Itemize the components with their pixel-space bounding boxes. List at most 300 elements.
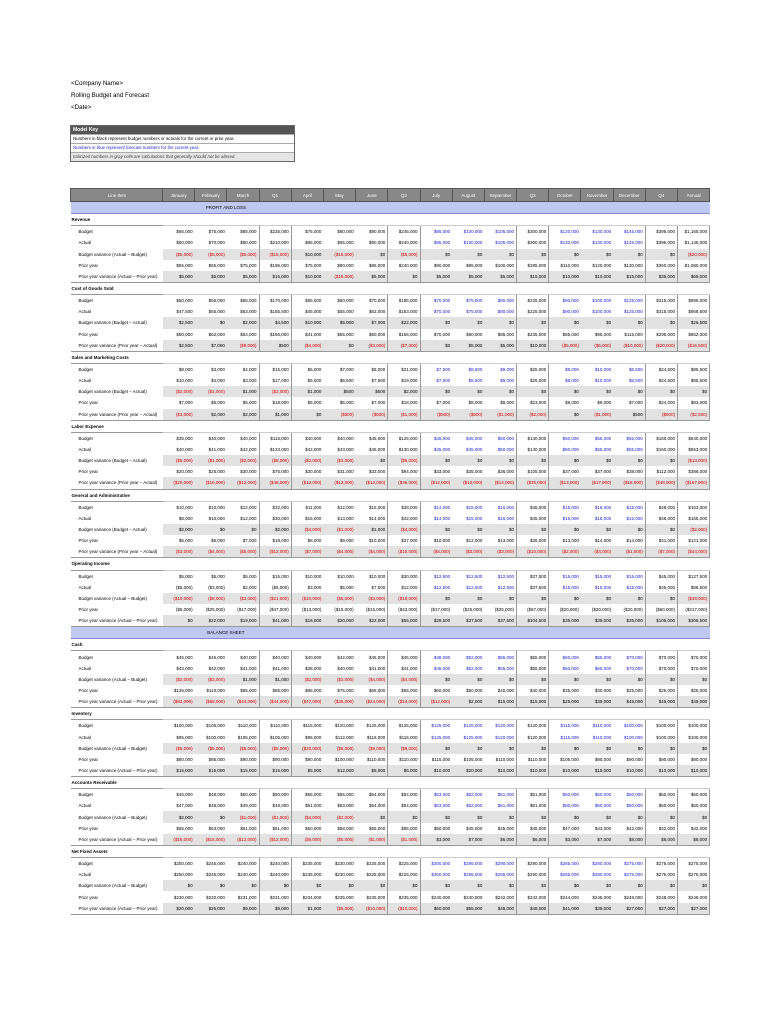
table-cell[interactable]: $20,000 — [323, 615, 355, 627]
table-cell[interactable]: $48,000 — [645, 513, 677, 524]
table-cell[interactable]: $25,000 — [626, 687, 643, 693]
table-cell[interactable]: $0 — [581, 880, 613, 891]
table-cell[interactable]: $250,000 — [173, 872, 193, 878]
table-cell[interactable]: $6,500 — [339, 378, 354, 384]
table-cell[interactable]: $195,000 — [259, 260, 291, 271]
table-cell[interactable]: $37,000 — [562, 469, 579, 475]
table-cell[interactable]: $80,000 — [497, 309, 515, 315]
table-cell[interactable]: ($15,000) — [366, 606, 386, 612]
table-cell[interactable]: $10,000 — [581, 271, 613, 283]
table-cell[interactable]: $110,000 — [366, 756, 386, 762]
table-cell[interactable]: $0 — [420, 340, 452, 352]
table-cell[interactable]: ($500) — [323, 409, 355, 421]
table-cell[interactable]: $45,000 — [433, 447, 451, 453]
table-cell[interactable]: $52,000 — [466, 792, 483, 798]
table-cell[interactable]: $240,000 — [259, 858, 291, 870]
table-cell[interactable]: $95,000 — [176, 734, 193, 740]
table-cell[interactable]: $105,000 — [517, 466, 549, 477]
table-cell[interactable]: $0 — [484, 674, 516, 685]
table-cell[interactable]: $100,000 — [624, 734, 643, 740]
table-cell[interactable]: $14,000 — [433, 504, 451, 510]
table-cell[interactable]: ($1,000) — [195, 386, 227, 397]
table-cell[interactable]: $38,000 — [626, 469, 643, 475]
table-cell[interactable]: $48,000 — [484, 903, 516, 915]
table-cell[interactable]: $75,000 — [305, 229, 322, 235]
table-cell[interactable]: ($3,000) — [323, 455, 355, 466]
table-cell[interactable]: $60,000 — [337, 298, 354, 304]
table-cell[interactable]: $0 — [581, 455, 613, 466]
table-cell[interactable]: $70,000 — [433, 298, 451, 304]
table-cell[interactable]: $65,000 — [594, 654, 612, 660]
table-cell[interactable]: ($5,000) — [323, 903, 355, 915]
table-cell[interactable]: $11,000 — [305, 504, 322, 510]
table-cell[interactable]: ($2,000) — [323, 811, 355, 822]
table-cell[interactable]: $235,000 — [302, 872, 322, 878]
table-cell[interactable]: $54,000 — [369, 803, 386, 809]
table-cell[interactable]: $55,000 — [452, 903, 484, 915]
table-cell[interactable]: $110,000 — [560, 262, 579, 268]
table-cell[interactable]: $245,000 — [388, 226, 420, 238]
table-cell[interactable]: $290,000 — [517, 869, 549, 880]
table-cell[interactable]: $235,000 — [366, 894, 386, 900]
table-cell[interactable]: $5,000 — [163, 271, 195, 283]
table-cell[interactable]: $85,000 — [240, 687, 257, 693]
table-cell[interactable]: $0 — [420, 593, 452, 604]
table-cell[interactable]: $290,000 — [517, 858, 549, 870]
table-cell[interactable]: $12,500 — [497, 584, 515, 590]
table-cell[interactable]: ($4,000) — [356, 674, 388, 685]
table-cell[interactable]: $45,000 — [517, 501, 549, 513]
table-cell[interactable]: $45,000 — [208, 654, 225, 660]
table-cell[interactable]: $0 — [645, 249, 677, 260]
table-cell[interactable]: $230,000 — [334, 872, 354, 878]
table-cell[interactable]: $0 — [163, 615, 195, 627]
table-cell[interactable]: $58,000 — [337, 825, 354, 831]
table-cell[interactable]: $280,000 — [592, 872, 612, 878]
table-cell[interactable]: $50,000 — [645, 789, 677, 801]
table-cell[interactable]: $0 — [517, 386, 549, 397]
table-cell[interactable]: $45,000 — [466, 825, 483, 831]
table-cell[interactable]: $0 — [549, 409, 581, 421]
table-cell[interactable]: $70,000 — [369, 298, 386, 304]
table-cell[interactable]: $100,000 — [624, 723, 643, 729]
table-cell[interactable]: $0 — [613, 386, 645, 397]
table-cell[interactable]: $125,000 — [624, 298, 643, 304]
table-cell[interactable]: $116,000 — [388, 731, 420, 742]
table-cell[interactable]: $0 — [452, 524, 484, 535]
table-cell[interactable]: $0 — [613, 811, 645, 822]
table-cell[interactable]: $85,500 — [678, 375, 710, 386]
table-cell[interactable]: ($2,000) — [291, 455, 323, 466]
table-cell[interactable]: $0 — [678, 386, 710, 397]
table-cell[interactable]: $6,500 — [629, 367, 643, 373]
table-cell[interactable]: $230,000 — [173, 894, 193, 900]
table-cell[interactable]: $0 — [613, 249, 645, 260]
table-cell[interactable]: $43,000 — [594, 825, 612, 831]
table-cell[interactable]: $75,000 — [305, 262, 322, 268]
table-cell[interactable]: $0 — [581, 674, 613, 685]
table-cell[interactable]: $100,000 — [495, 262, 515, 268]
table-cell[interactable]: $105,000 — [237, 734, 257, 740]
table-cell[interactable]: $25,000 — [645, 685, 677, 696]
table-cell[interactable]: $24,500 — [645, 375, 677, 386]
table-cell[interactable]: $0 — [484, 811, 516, 822]
table-cell[interactable]: $60,000 — [562, 665, 579, 671]
table-cell[interactable]: $0 — [645, 386, 677, 397]
table-cell[interactable]: $0 — [484, 743, 516, 754]
table-cell[interactable]: $48,000 — [208, 803, 225, 809]
table-cell[interactable]: $5,000 — [211, 573, 225, 579]
table-cell[interactable]: $20,000 — [452, 765, 484, 777]
table-cell[interactable]: ($16,500) — [678, 340, 710, 352]
table-cell[interactable]: $51,000 — [497, 803, 515, 809]
table-cell[interactable]: $0 — [420, 524, 452, 535]
table-cell[interactable]: $0 — [613, 674, 645, 685]
table-cell[interactable]: ($20,000) — [559, 606, 579, 612]
table-cell[interactable]: $0 — [549, 880, 581, 891]
table-cell[interactable]: ($5,000) — [195, 249, 227, 260]
table-cell[interactable]: $15,000 — [517, 696, 549, 708]
table-cell[interactable]: $95,000 — [594, 331, 612, 337]
table-cell[interactable]: $55,000 — [337, 309, 354, 315]
table-cell[interactable]: $42,000 — [305, 447, 322, 453]
table-cell[interactable]: $80,000 — [466, 331, 483, 337]
table-cell[interactable]: $10,000 — [208, 504, 225, 510]
table-cell[interactable]: $80,000 — [497, 298, 515, 304]
table-cell[interactable]: $386,000 — [678, 466, 710, 477]
table-cell[interactable]: $55,000 — [497, 654, 515, 660]
table-cell[interactable]: ($4,000) — [388, 524, 420, 535]
table-cell[interactable]: $45,000 — [369, 447, 386, 453]
table-cell[interactable]: $0 — [484, 593, 516, 604]
table-cell[interactable]: $95,000 — [466, 262, 483, 268]
table-cell[interactable]: ($8,000) — [323, 743, 355, 754]
table-cell[interactable]: $145,000 — [624, 229, 643, 235]
table-cell[interactable]: ($4,000) — [291, 340, 323, 352]
table-cell[interactable]: $4,500 — [259, 317, 291, 328]
table-cell[interactable]: $0 — [356, 811, 388, 822]
table-cell[interactable]: $0 — [484, 455, 516, 466]
table-cell[interactable]: $51,000 — [497, 792, 515, 798]
table-cell[interactable]: $30,000 — [305, 469, 322, 475]
table-cell[interactable]: $242,000 — [495, 894, 515, 900]
table-cell[interactable]: $55,000 — [305, 792, 322, 798]
table-cell[interactable]: $100,000 — [463, 240, 483, 246]
table-cell[interactable]: $51,000 — [305, 803, 322, 809]
table-cell[interactable]: $125,000 — [463, 723, 483, 729]
table-cell[interactable]: $100,000 — [645, 720, 677, 732]
table-cell[interactable]: $0 — [356, 455, 388, 466]
table-cell[interactable]: $160,000 — [645, 432, 677, 444]
table-cell[interactable]: ($2,000) — [291, 674, 323, 685]
table-cell[interactable]: $95,000 — [305, 734, 322, 740]
table-cell[interactable]: $242,000 — [517, 891, 549, 902]
table-cell[interactable]: $80,000 — [176, 756, 193, 762]
table-cell[interactable]: $55,000 — [594, 435, 612, 441]
table-cell[interactable]: $160,000 — [645, 444, 677, 455]
table-cell[interactable]: $25,000 — [678, 685, 710, 696]
table-cell[interactable]: $2,000 — [452, 696, 484, 708]
table-cell[interactable]: ($9,000) — [356, 743, 388, 754]
table-cell[interactable]: ($1,000) — [227, 811, 259, 822]
table-cell[interactable]: ($9,000) — [227, 340, 259, 352]
table-cell[interactable]: $8,000 — [307, 538, 322, 544]
table-cell[interactable]: ($24,000) — [388, 696, 420, 708]
table-cell[interactable]: $15,000 — [581, 765, 613, 777]
table-cell[interactable]: $35,000 — [176, 435, 193, 441]
table-cell[interactable]: ($4,000) — [581, 546, 613, 558]
table-cell[interactable]: $80,000 — [337, 229, 354, 235]
table-cell[interactable]: $55,000 — [626, 447, 643, 453]
table-cell[interactable]: $5,000 — [452, 340, 484, 352]
table-cell[interactable]: ($2,000) — [517, 409, 549, 421]
table-cell[interactable]: $65,000 — [388, 685, 420, 696]
table-cell[interactable]: $41,000 — [208, 447, 225, 453]
table-cell[interactable]: ($8,000) — [195, 593, 227, 604]
table-cell[interactable]: $47,000 — [562, 825, 579, 831]
table-cell[interactable]: $15,000 — [227, 765, 259, 777]
table-cell[interactable]: $130,000 — [592, 240, 612, 246]
table-cell[interactable]: $100,000 — [206, 734, 225, 740]
table-cell[interactable]: ($5,000) — [549, 340, 581, 352]
table-cell[interactable]: $15,000 — [594, 573, 612, 579]
table-cell[interactable]: $50,000 — [562, 792, 579, 798]
table-cell[interactable]: ($4,000) — [291, 524, 323, 535]
table-cell[interactable]: ($15,000) — [323, 271, 355, 283]
table-cell[interactable]: $41,000 — [240, 665, 257, 671]
table-cell[interactable]: $1,000 — [259, 674, 291, 685]
table-cell[interactable]: $7,000 — [581, 834, 613, 846]
table-cell[interactable]: ($25,000) — [463, 606, 483, 612]
table-cell[interactable]: $32,000 — [259, 501, 291, 513]
table-cell[interactable]: $105,000 — [206, 723, 225, 729]
table-cell[interactable]: ($5,000) — [195, 743, 227, 754]
table-cell[interactable]: $156,000 — [388, 329, 420, 340]
table-cell[interactable]: $5,000 — [339, 584, 354, 590]
table-cell[interactable]: $7,000 — [339, 367, 354, 373]
table-cell[interactable]: $45,000 — [305, 309, 322, 315]
table-cell[interactable]: $55,000 — [208, 309, 225, 315]
table-cell[interactable]: $10,000 — [517, 765, 549, 777]
table-cell[interactable]: ($35,000) — [323, 696, 355, 708]
table-cell[interactable]: ($3,000) — [227, 593, 259, 604]
table-cell[interactable]: $38,000 — [388, 501, 420, 513]
table-cell[interactable]: $165,000 — [678, 513, 710, 524]
table-cell[interactable]: $0 — [517, 880, 549, 891]
table-cell[interactable]: ($14,000) — [484, 477, 516, 489]
table-cell[interactable]: $0 — [291, 409, 323, 421]
table-cell[interactable]: $55,000 — [388, 615, 420, 627]
table-cell[interactable]: $1,000 — [259, 409, 291, 421]
table-cell[interactable]: ($43,000) — [388, 604, 420, 615]
table-cell[interactable]: $163,000 — [388, 306, 420, 317]
table-cell[interactable]: $90,000 — [240, 756, 257, 762]
table-cell[interactable]: $225,000 — [388, 869, 420, 880]
table-cell[interactable]: $6,000 — [307, 367, 322, 373]
table-cell[interactable]: ($2,000) — [163, 674, 195, 685]
table-cell[interactable]: $20,000 — [176, 469, 193, 475]
table-cell[interactable]: $5,000 — [195, 271, 227, 283]
table-cell[interactable]: $130,000 — [624, 262, 643, 268]
table-cell[interactable]: $105,000 — [495, 240, 515, 246]
table-cell[interactable]: $25,000 — [517, 363, 549, 375]
table-cell[interactable]: $42,000 — [337, 654, 354, 660]
table-cell[interactable]: $14,000 — [369, 515, 386, 521]
table-cell[interactable]: ($5,000) — [175, 606, 193, 612]
table-cell[interactable]: $42,000 — [645, 823, 677, 834]
table-cell[interactable]: $240,000 — [388, 237, 420, 248]
table-cell[interactable]: $100,000 — [645, 731, 677, 742]
table-cell[interactable]: $0 — [549, 386, 581, 397]
table-cell[interactable]: $62,000 — [208, 331, 225, 337]
table-cell[interactable]: $80,000 — [337, 262, 354, 268]
table-cell[interactable]: $0 — [678, 674, 710, 685]
table-cell[interactable]: $125,000 — [624, 309, 643, 315]
table-cell[interactable]: ($3,000) — [356, 593, 388, 604]
table-cell[interactable]: $123,000 — [259, 444, 291, 455]
table-cell[interactable]: $245,000 — [592, 894, 612, 900]
table-cell[interactable]: $24,000 — [645, 397, 677, 408]
table-cell[interactable]: $1,145,000 — [678, 237, 710, 248]
table-cell[interactable]: $0 — [452, 674, 484, 685]
table-cell[interactable]: ($20,000) — [645, 340, 677, 352]
table-cell[interactable]: $0 — [388, 811, 420, 822]
table-cell[interactable]: $75,000 — [240, 262, 257, 268]
table-cell[interactable]: $15,000 — [594, 584, 612, 590]
table-cell[interactable]: $37,000 — [594, 469, 612, 475]
table-cell[interactable]: $0 — [420, 880, 452, 891]
table-cell[interactable]: $0 — [645, 811, 677, 822]
table-cell[interactable]: ($2,500) — [678, 409, 710, 421]
table-cell[interactable]: ($4,000) — [195, 546, 227, 558]
table-cell[interactable]: $275,000 — [678, 869, 710, 880]
table-cell[interactable]: ($25,000) — [205, 606, 225, 612]
table-cell[interactable]: ($18,000) — [163, 834, 195, 846]
table-cell[interactable]: $15,000 — [259, 765, 291, 777]
table-cell[interactable]: ($1,000) — [581, 409, 613, 421]
table-cell[interactable]: $0 — [613, 317, 645, 328]
table-cell[interactable]: $8,000 — [371, 367, 386, 373]
table-cell[interactable]: $115,000 — [259, 432, 291, 444]
table-cell[interactable]: $75,000 — [337, 687, 354, 693]
table-cell[interactable]: $38,000 — [305, 665, 322, 671]
table-cell[interactable]: ($20,000) — [163, 477, 195, 489]
table-cell[interactable]: $110,000 — [592, 734, 612, 740]
table-cell[interactable]: $2,000 — [163, 811, 195, 822]
table-cell[interactable]: $50,000 — [594, 803, 612, 809]
table-cell[interactable]: $8,500 — [468, 378, 483, 384]
table-cell[interactable]: $40,000 — [240, 654, 257, 660]
table-cell[interactable]: $95,000 — [594, 756, 612, 762]
table-cell[interactable]: ($5,000) — [227, 546, 259, 558]
table-cell[interactable]: $50,000 — [259, 789, 291, 801]
table-cell[interactable]: $10,000 — [208, 515, 225, 521]
table-cell[interactable]: $315,000 — [645, 295, 677, 307]
table-cell[interactable]: $0 — [678, 811, 710, 822]
table-cell[interactable]: ($5,000) — [163, 455, 195, 466]
table-cell[interactable]: $50,000 — [466, 687, 483, 693]
table-cell[interactable]: ($10,000) — [356, 903, 388, 915]
table-cell[interactable]: $0 — [645, 743, 677, 754]
table-cell[interactable]: $48,000 — [517, 903, 549, 915]
table-cell[interactable]: $7,000 — [242, 538, 257, 544]
table-cell[interactable]: ($12,000) — [420, 477, 452, 489]
table-cell[interactable]: $100,000 — [678, 731, 710, 742]
table-cell[interactable]: $235,000 — [388, 891, 420, 902]
table-cell[interactable]: $25,000 — [517, 375, 549, 386]
table-cell[interactable]: $45,000 — [388, 651, 420, 663]
table-cell[interactable]: ($25,000) — [494, 606, 515, 612]
table-cell[interactable]: $0 — [613, 743, 645, 754]
table-cell[interactable]: $0 — [323, 340, 355, 352]
table-cell[interactable]: $55,000 — [337, 331, 354, 337]
table-cell[interactable]: $70,000 — [678, 663, 710, 674]
table-cell[interactable]: ($44,000) — [678, 546, 710, 558]
table-cell[interactable]: $42,000 — [240, 447, 257, 453]
table-cell[interactable]: ($12,000) — [356, 477, 388, 489]
table-cell[interactable]: $45,000 — [369, 654, 386, 660]
table-cell[interactable]: ($12,000) — [259, 546, 291, 558]
table-cell[interactable]: $45,000 — [369, 435, 386, 441]
table-cell[interactable]: $54,000 — [240, 331, 257, 337]
table-cell[interactable]: $210,000 — [259, 237, 291, 248]
table-cell[interactable]: $45,000 — [497, 825, 515, 831]
table-cell[interactable]: $85,000 — [259, 685, 291, 696]
table-cell[interactable]: $140,000 — [517, 444, 549, 455]
table-cell[interactable]: $5,000 — [356, 271, 388, 283]
table-cell[interactable]: $120,000 — [560, 229, 579, 235]
table-cell[interactable]: $2,000 — [163, 524, 195, 535]
table-cell[interactable]: $15,000 — [562, 573, 579, 579]
table-cell[interactable]: $30,000 — [259, 513, 291, 524]
table-cell[interactable]: $5,000 — [323, 317, 355, 328]
table-cell[interactable]: ($24,000) — [356, 696, 388, 708]
table-cell[interactable]: $0 — [517, 743, 549, 754]
table-cell[interactable]: $0 — [291, 880, 323, 891]
table-cell[interactable]: $0 — [388, 880, 420, 891]
table-cell[interactable]: $868,500 — [678, 306, 710, 317]
table-cell[interactable]: $234,000 — [302, 894, 322, 900]
table-cell[interactable]: $45,000 — [176, 654, 193, 660]
table-cell[interactable]: ($44,000) — [227, 696, 259, 708]
table-cell[interactable]: $10,000 — [420, 765, 452, 777]
table-cell[interactable]: $15,000 — [626, 515, 643, 521]
table-cell[interactable]: $54,000 — [388, 800, 420, 811]
table-cell[interactable]: ($5,000) — [323, 593, 355, 604]
table-cell[interactable]: $65,000 — [240, 298, 257, 304]
table-cell[interactable]: ($15,000) — [323, 249, 355, 260]
table-cell[interactable]: $4,000 — [211, 378, 225, 384]
table-cell[interactable]: ($2,000) — [163, 386, 195, 397]
table-cell[interactable]: $10,000 — [291, 271, 323, 283]
table-cell[interactable]: ($8,000) — [259, 455, 291, 466]
table-cell[interactable]: $18,000 — [259, 397, 291, 408]
table-cell[interactable]: ($10,000) — [517, 546, 549, 558]
table-cell[interactable]: $225,000 — [517, 295, 549, 307]
table-cell[interactable]: $90,000 — [562, 298, 579, 304]
table-cell[interactable]: $0 — [581, 524, 613, 535]
table-cell[interactable]: $42,000 — [388, 513, 420, 524]
table-cell[interactable]: $0 — [613, 593, 645, 604]
table-cell[interactable]: $120,000 — [495, 734, 515, 740]
table-cell[interactable]: ($9,000) — [291, 834, 323, 846]
table-cell[interactable]: ($44,000) — [259, 696, 291, 708]
table-cell[interactable]: $35,000 — [581, 696, 613, 708]
table-cell[interactable]: $2,000 — [227, 317, 259, 328]
table-cell[interactable]: $895,000 — [678, 295, 710, 307]
table-cell[interactable]: $0 — [549, 811, 581, 822]
table-cell[interactable]: $15,000 — [305, 515, 322, 521]
